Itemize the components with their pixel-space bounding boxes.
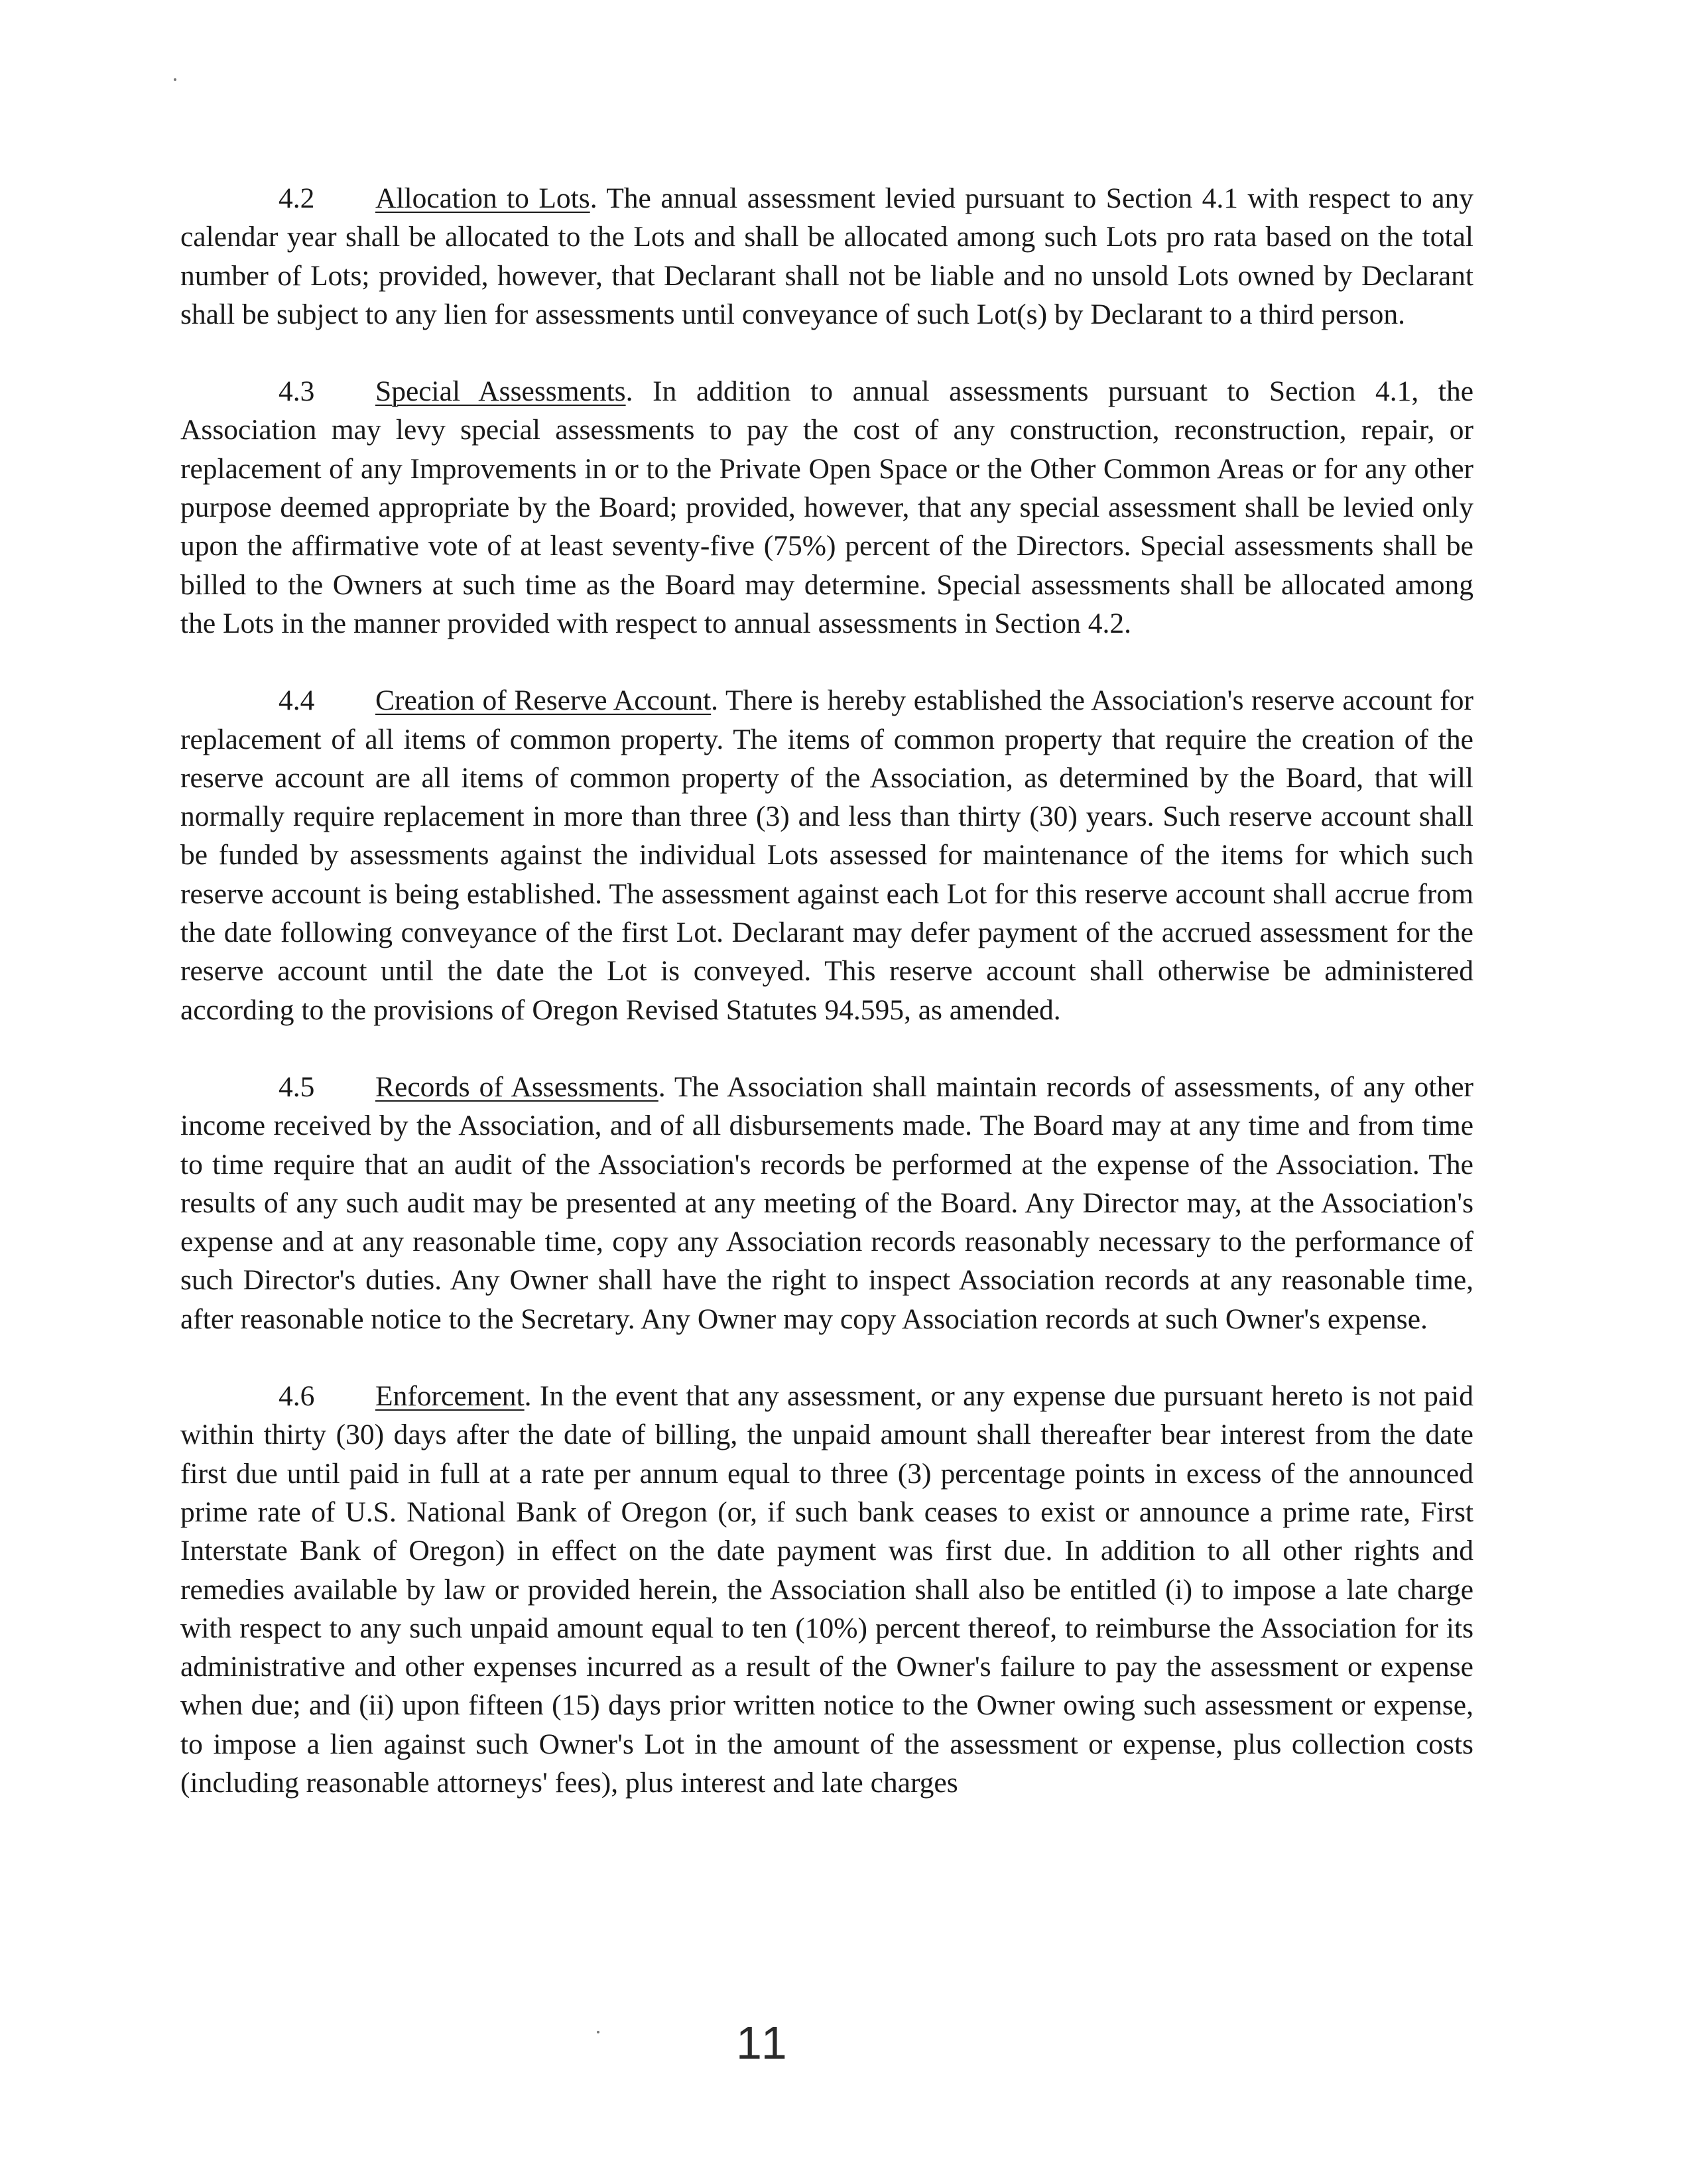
section-heading: Records of Assessments bbox=[375, 1070, 658, 1103]
section-number: 4.3 bbox=[279, 375, 315, 408]
section-body: . The annual assessment levied pursuant to Section 4.1 with respect to any calendar year shall be allocated to the Lots and shall be allocated among such Lots pro rata based on the total number of Lots; provided, however, that Declarant shall not be liable and no unsold Lots owned by Declarant shall be subject to any lien for assessments until conveyance of such Lot(s) by Declarant to a third person. bbox=[180, 182, 1473, 330]
section-4-5 bbox=[180, 1068, 1473, 1338]
section-body: . In the event that any assessment, or any expense due pursuant hereto is not paid within thirty (30) days after the date of billing, the unpaid amount shall thereafter bear interest from the date first due until paid in full at a rate per annum equal to three (3) percentage points in excess of the announced prime rate of U.S. National Bank of Oregon (or, if such bank ceases to exist or announce a prime rate, First Interstate Bank of Oregon) in effect on the date payment was first due. In addition to all other rights and remedies available by law or provided herein, the Association shall also be entitled (i) to impose a late charge with respect to any such unpaid amount equal to ten (10%) percent thereof, to reimburse the Association for its administrative and other expenses incurred as a result of the Owner's failure to pay the assessment or expense when due; and (ii) upon fifteen (15) days prior written notice to the Owner owing such assessment or expense, to impose a lien against such Owner's Lot in the amount of the assessment or expense, plus collection costs (including reasonable attorneys' fees), plus interest and late charges bbox=[180, 1380, 1473, 1799]
section-4-4 bbox=[180, 681, 1473, 1029]
section-heading: Enforcement bbox=[375, 1380, 525, 1413]
section-body: . There is hereby established the Association's reserve account for replacement of all items of common property. The items of common property that require the creation of the reserve account are all items of common property of the Association, as determined by the Board, that will normally require replacement in more than three (3) and less than thirty (30) years. Such reserve account shall be funded by assessments against the individual Lots assessed for maintenance of the items for which such reserve account is being established. The assessment against each Lot for this reserve account shall accrue from the date following conveyance of the first Lot. Declarant may defer payment of the accrued assessment for the reserve account until the date the Lot is conveyed. This reserve account shall otherwise be administered according to the provisions of Oregon Revised Statutes 94.595, as amended. bbox=[180, 684, 1473, 1026]
section-4-6 bbox=[180, 1377, 1473, 1802]
section-4-2 bbox=[180, 179, 1473, 334]
scan-speck bbox=[174, 78, 176, 81]
section-body: . The Association shall maintain records of assessments, of any other income received by the Association, and of all disbursements made. The Board may at any time and from time to time require that an audit of the Association's records be performed at the expense of the Association. The results of any such audit may be presented at any meeting of the Board. Any Director may, at the Association's expense and at any reasonable time, copy any Association records reasonably necessary to the performance of such Director's duties. Any Owner shall have the right to inspect Association records at any reasonable time, after reasonable notice to the Secretary. Any Owner may copy Association records at such Owner's expense. bbox=[180, 1070, 1473, 1335]
section-heading: Special Assessments bbox=[375, 375, 626, 408]
section-heading: Creation of Reserve Account bbox=[375, 684, 712, 717]
section-4-3 bbox=[180, 372, 1473, 643]
section-number: 4.5 bbox=[279, 1070, 315, 1103]
section-heading: Allocation to Lots bbox=[375, 182, 590, 214]
section-number: 4.6 bbox=[279, 1380, 315, 1413]
page-number: 11 bbox=[736, 2017, 790, 2069]
scan-speck bbox=[597, 2031, 599, 2033]
section-number: 4.2 bbox=[279, 182, 315, 214]
document-page bbox=[180, 179, 1473, 1840]
section-number: 4.4 bbox=[279, 684, 315, 717]
section-body: . In addition to annual assessments pursuant to Section 4.1, the Association may levy special assessments to pay the cost of any construction, reconstruction, repair, or replacement of any Improvements in or to the Private Open Space or the Other Common Areas or for any other purpose deemed appropriate by the Board; provided, however, that any special assessment shall be levied only upon the affirmative vote of at least seventy-five (75%) percent of the Directors. Special assessments shall be billed to the Owners at such time as the Board may determine. Special assessments shall be allocated among the Lots in the manner provided with respect to annual assessments in Section 4.2. bbox=[180, 375, 1474, 639]
